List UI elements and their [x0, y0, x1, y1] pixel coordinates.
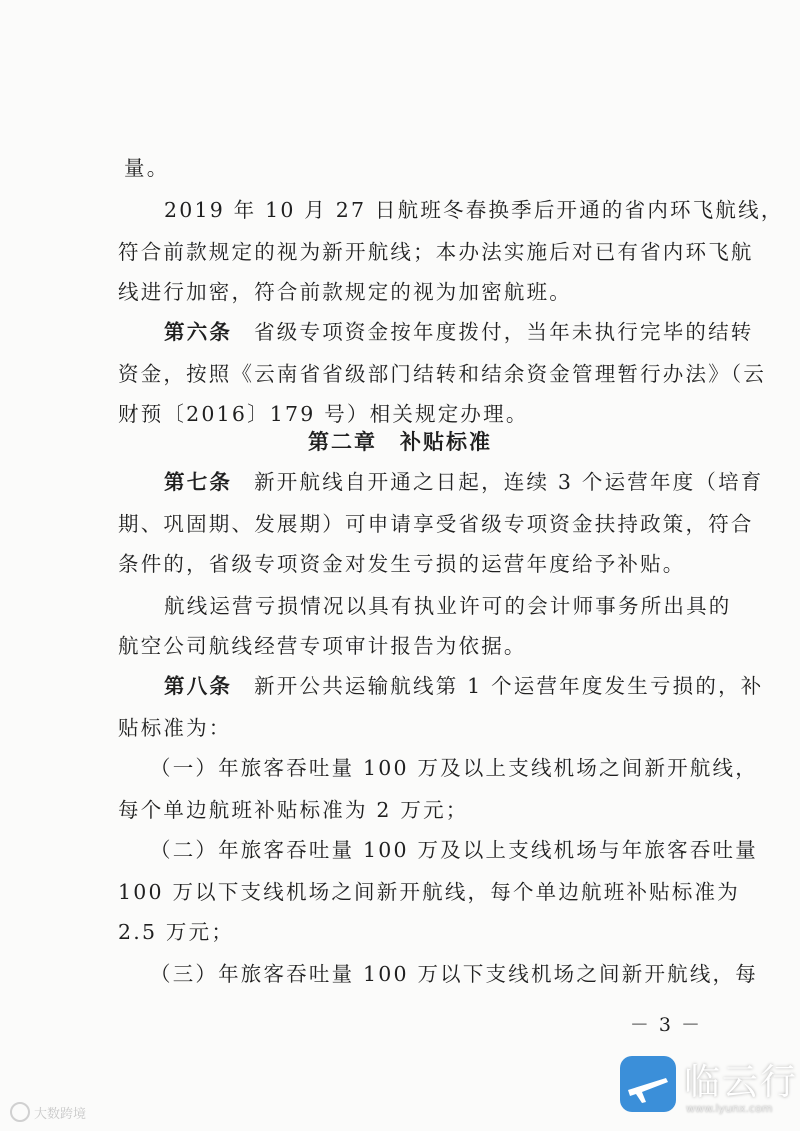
text-line: 线进行加密，符合前款规定的视为加密航班。	[118, 280, 572, 304]
page-number: － 3 －	[629, 1014, 702, 1036]
text-line: 航线运营亏损情况以具有执业许可的会计师事务所出具的	[164, 594, 732, 618]
text-line: 100 万以下支线机场之间新开航线，每个单边航班补贴标准为	[118, 880, 740, 904]
article-label: 第六条	[164, 320, 233, 344]
article-label: 第八条	[164, 674, 233, 698]
text-line: 量。	[124, 156, 170, 180]
article-label: 第七条	[164, 470, 233, 494]
text-line: 条件的，省级专项资金对发生亏损的运营年度给予补贴。	[118, 552, 686, 576]
text-line: 航空公司航线经营专项审计报告为依据。	[118, 634, 527, 658]
watermark-right	[620, 1050, 800, 1130]
article-7	[164, 462, 763, 502]
text-line: 贴标准为：	[118, 716, 232, 740]
text-line: 期、巩固期、发展期）可申请享受省级专项资金扶持政策，符合	[118, 512, 754, 536]
text-line: （二）年旅客吞吐量 100 万及以上支线机场与年旅客吞吐量	[150, 838, 758, 862]
chapter-heading: 第二章 补贴标准	[308, 429, 492, 454]
text-line: （三）年旅客吞吐量 100 万以下支线机场之间新开航线，每	[150, 962, 758, 986]
watermark-brand: 临云行	[684, 1062, 799, 1103]
text-line: （一）年旅客吞吐量 100 万及以上支线机场之间新开航线，	[150, 756, 758, 780]
text-line: 符合前款规定的视为新开航线；本办法实施后对已有省内环飞航	[118, 240, 754, 264]
article-text: 新开公共运输航线第 1 个运营年度发生亏损的，补	[254, 674, 764, 698]
text-line: 资金，按照《云南省省级部门结转和结余资金管理暂行办法》（云	[118, 362, 767, 386]
watermark-left-text: 大数跨境	[34, 1106, 87, 1122]
text-line: 每个单边航班补贴标准为 2 万元；	[118, 798, 469, 822]
article-6	[164, 312, 754, 352]
watermark-url: www.lyunx.com	[686, 1102, 773, 1115]
text-line: 财预〔2016〕179 号）相关规定办理。	[118, 402, 529, 426]
plane-logo-icon	[620, 1056, 676, 1112]
watermark-left	[10, 1102, 86, 1122]
article-text: 省级专项资金按年度拨付，当年未执行完毕的结转	[254, 320, 754, 344]
text-line: 2019 年 10 月 27 日航班冬春换季后开通的省内环飞航线，	[164, 198, 784, 222]
article-text: 新开航线自开通之日起，连续 3 个运营年度（培育	[254, 470, 764, 494]
article-8	[164, 666, 763, 706]
watermark-logo-icon	[10, 1102, 30, 1122]
text-line: 2.5 万元；	[118, 920, 235, 944]
